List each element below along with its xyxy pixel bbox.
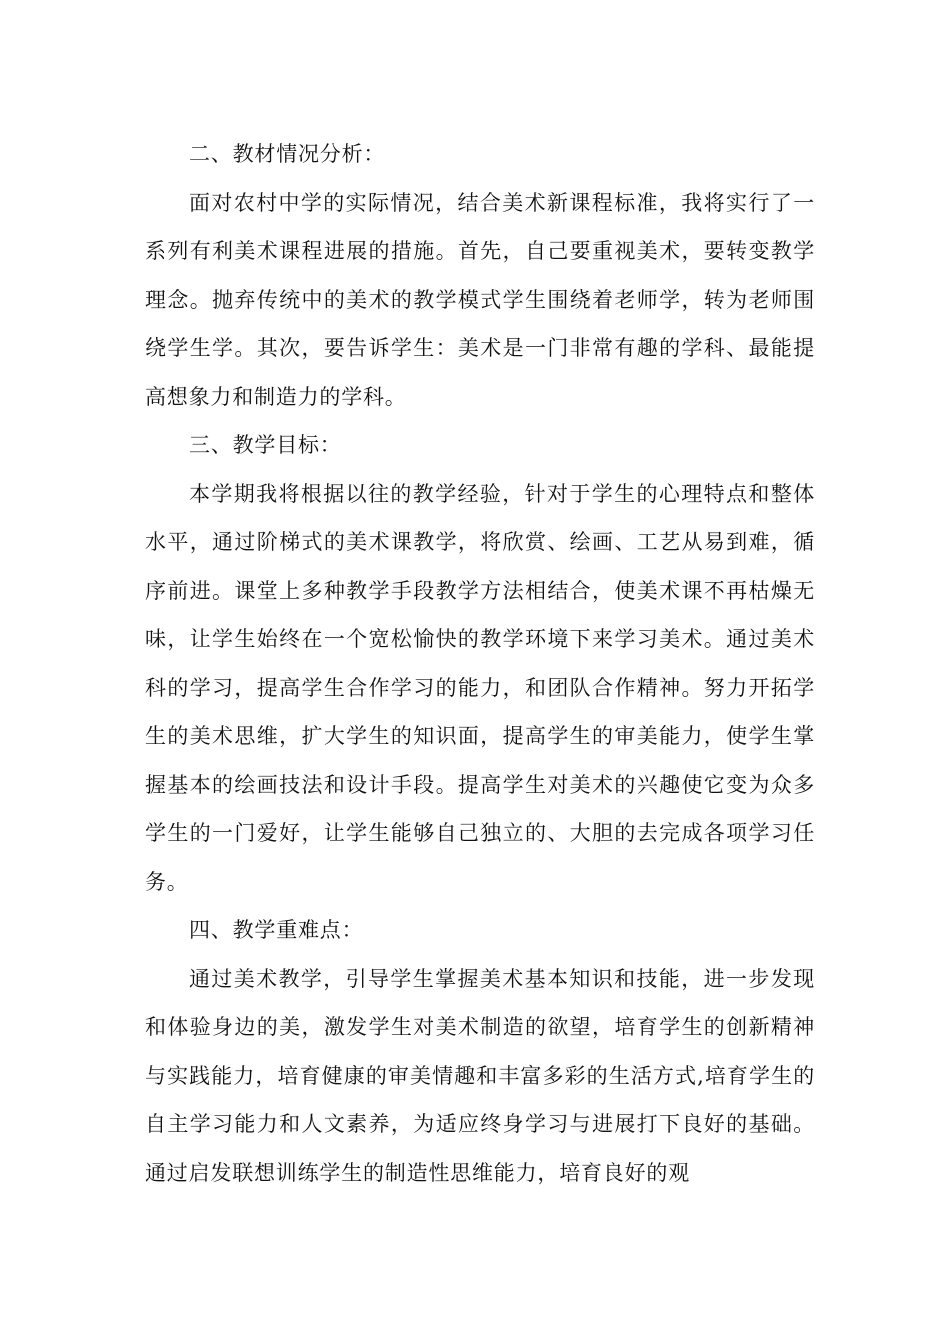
document-body xyxy=(145,130,815,1197)
paragraph-teaching-goals: 本学期我将根据以往的教学经验，针对于学生的心理特点和整体水平，通过阶梯式的美术课教学，将欣赏、绘画、工艺从易到难，循序前进。课堂上多种教学手段教学方法相结合，使美术课不再枯燥无味，让学生始终在一个宽松愉快的教学环境下来学习美术。通过美术科的学习，提高学生合作学习的能力，和团队合作精神。努力开拓学生的美术思维，扩大学生的知识面，提高学生的审美能力，使学生掌握基本的绘画技法和设计手段。提高学生对美术的兴趣使它变为众多学生的一门爱好，让学生能够自己独立的、大胆的去完成各项学习任务。 xyxy=(145,481,815,894)
section-heading-goals: 三、教学目标： xyxy=(189,433,342,457)
paragraph-key-points: 通过美术教学，引导学生掌握美术基本知识和技能，进一步发现和体验身边的美，激发学生对美术制造的欲望，培育学生的创新精神与实践能力，培育健康的审美情趣和丰富多彩的生活方式,培育学生的自主学习能力和人文素养，为适应终身学习与进展打下良好的基础。通过启发联想训练学生的制造性思维能力，培育良好的观 xyxy=(145,966,815,1185)
section-heading-materials: 二、教材情况分析： xyxy=(189,142,386,166)
section-heading-key-points: 四、教学重难点： xyxy=(189,918,364,942)
paragraph-materials-analysis: 面对农村中学的实际情况，结合美术新课程标准，我将实行了一系列有利美术课程进展的措施。首先，自己要重视美术，要转变教学理念。抛弃传统中的美术的教学模式学生围绕着老师学，转为老师围绕学生学。其次，要告诉学生：美术是一门非常有趣的学科、最能提高想象力和制造力的学科。 xyxy=(145,190,815,409)
